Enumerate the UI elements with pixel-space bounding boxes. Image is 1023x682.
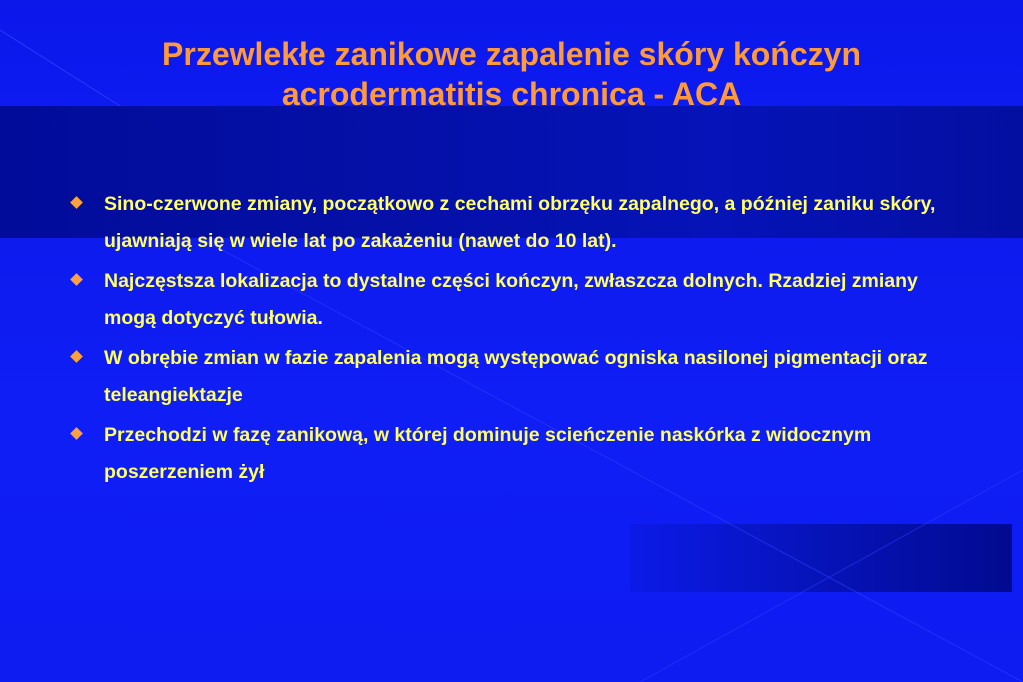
bullet-text: Przechodzi w fazę zanikową, w której dominuje scieńczenie naskórka z widocznym poszerzeniem żył [104,424,872,483]
slide-title [0,34,1023,114]
bullet-text: W obrębie zmian w fazie zapalenia mogą występować ogniska nasilonej pigmentacji oraz teleangiektazje [104,347,928,406]
list-item [70,417,970,490]
diamond-bullet-icon [70,350,83,363]
diamond-bullet-icon [70,273,83,286]
bullet-list [70,186,970,494]
title-line-1: Przewlekłe zanikowe zapalenie skóry kończyn [162,36,861,72]
bullet-text: Sino-czerwone zmiany, początkowo z cechami obrzęku zapalnego, a później zaniku skóry, ujawniają się w wiele lat po zakażeniu (nawet do 10 lat). [104,193,936,252]
diamond-bullet-icon [70,196,83,209]
list-item [70,340,970,413]
title-line-2: acrodermatitis chronica - ACA [281,76,742,112]
list-item [70,186,970,259]
diamond-bullet-icon [70,427,83,440]
list-item [70,263,970,336]
bullet-text: Najczęstsza lokalizacja to dystalne części kończyn, zwłaszcza dolnych. Rzadziej zmiany mogą dotyczyć tułowia. [104,270,918,329]
